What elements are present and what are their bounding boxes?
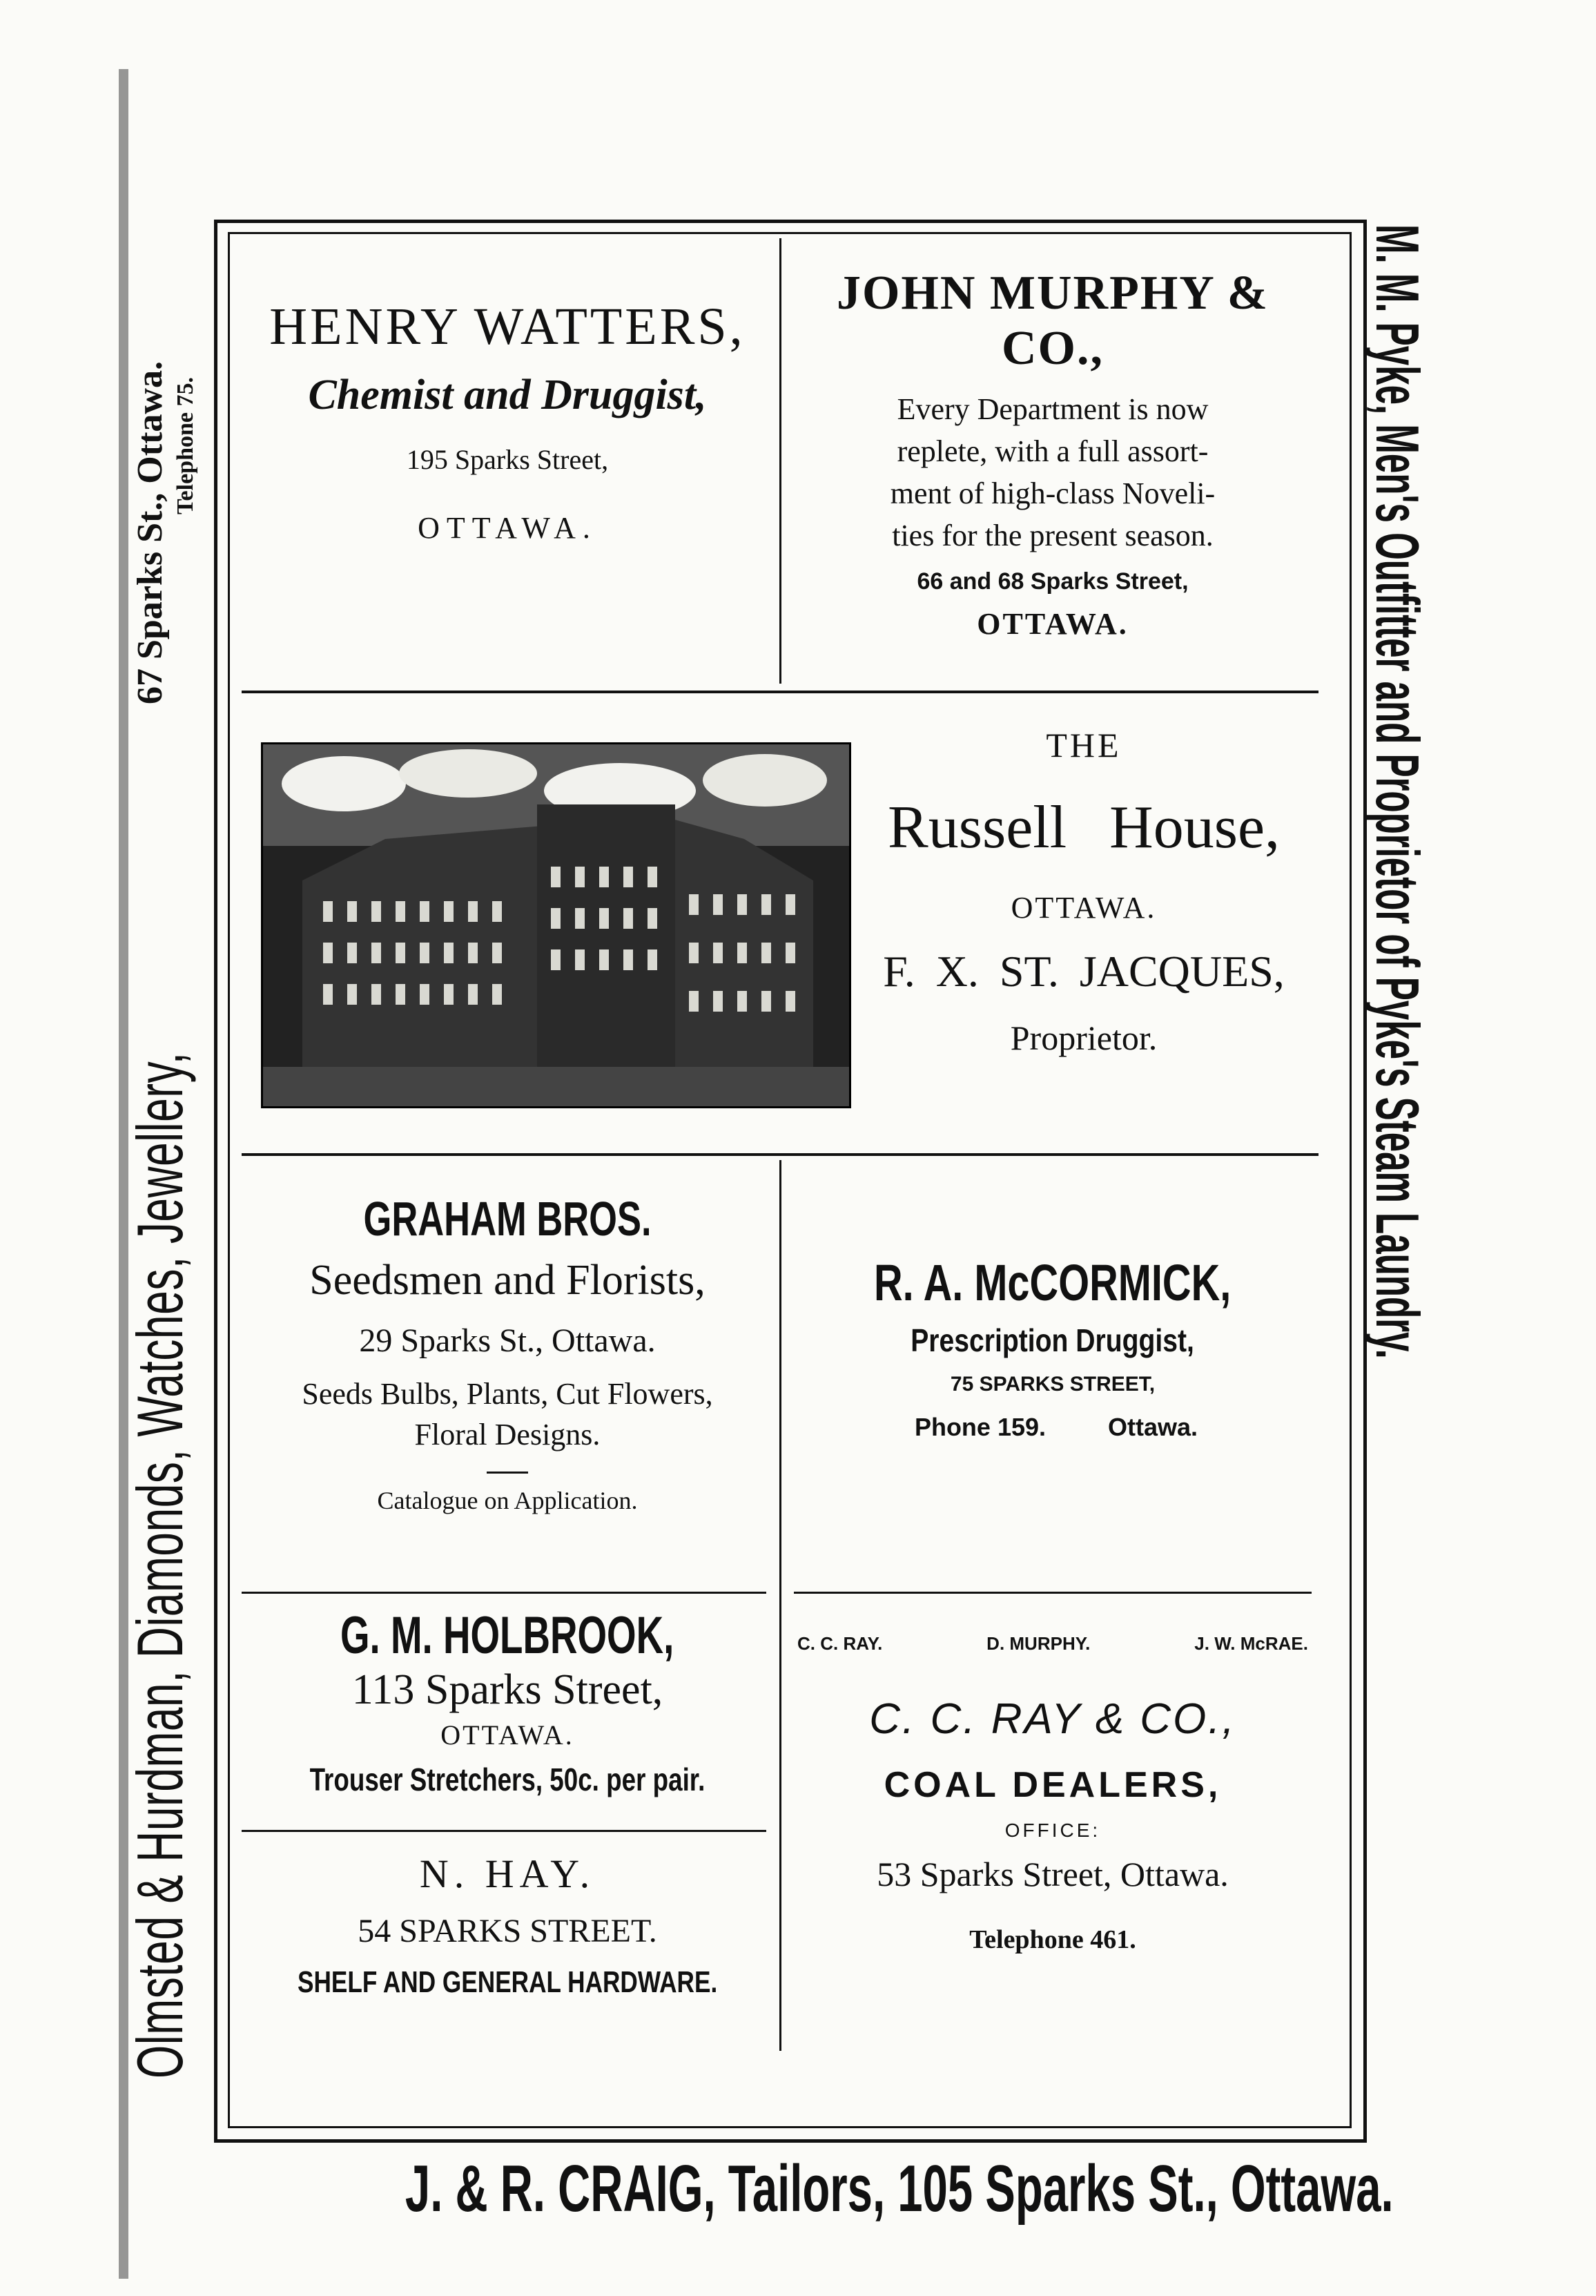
murphy-address: 66 and 68 Sparks Street,: [917, 568, 1189, 595]
ad-cc-ray: [784, 1633, 1322, 1955]
ad-holbrook: [238, 1605, 777, 1798]
graham-note: Catalogue on Application.: [377, 1487, 638, 1514]
hay-trade: SHELF AND GENERAL HARDWARE.: [297, 1965, 718, 1999]
murphy-line2: replete, with a full assort-: [897, 434, 1209, 468]
graham-line2: Floral Designs.: [414, 1418, 601, 1451]
bottom-banner: [173, 2151, 1394, 2227]
mccormick-phone: Phone 159.: [914, 1413, 1047, 1441]
murphy-name: JOHN MURPHY & CO.,: [836, 267, 1269, 375]
russell-the: THE: [1046, 726, 1122, 764]
ad-n-hay: [238, 1851, 777, 2000]
bottom-banner-text: J. & R. CRAIG, Tailors, 105 Sparks St., Ottawa.: [405, 2152, 1394, 2226]
watters-name: HENRY WATTERS,: [269, 298, 746, 356]
ray-partner-3: J. W. McRAE.: [1194, 1633, 1308, 1654]
holbrook-city: OTTAWA.: [440, 1719, 574, 1750]
mccormick-city: Ottawa.: [1107, 1413, 1198, 1441]
divider-h-4-left: [242, 1830, 766, 1832]
divider-v-top: [779, 238, 781, 684]
ray-name: C. C. RAY & CO.,: [869, 1695, 1236, 1743]
mccormick-address: 75 SPARKS STREET,: [950, 1373, 1156, 1396]
graham-name: GRAHAM BROS.: [363, 1192, 652, 1246]
divider-h-3-left: [242, 1592, 766, 1594]
russell-city: OTTAWA.: [1011, 891, 1157, 925]
russell-house-engraving: [261, 742, 851, 1108]
graham-trade: Seedsmen and Florists,: [309, 1257, 705, 1304]
watters-trade: Chemist and Druggist,: [308, 372, 707, 418]
ad-john-murphy: [784, 266, 1322, 641]
graham-address: 29 Sparks St., Ottawa.: [359, 1322, 656, 1359]
ad-mccormick: [784, 1253, 1322, 1442]
divider-v-bottom: [779, 1160, 781, 2051]
graham-rule: [487, 1472, 528, 1474]
ray-office: OFFICE:: [1004, 1820, 1101, 1841]
hay-address: 54 SPARKS STREET.: [358, 1913, 657, 1949]
ad-russell-house: [856, 725, 1312, 1058]
hotel-building-image: [261, 742, 851, 1108]
murphy-line3: ment of high-class Noveli-: [890, 476, 1216, 510]
holbrook-name: G. M. HOLBROOK,: [340, 1606, 674, 1665]
divider-h-1: [242, 691, 1318, 693]
mccormick-trade: Prescription Druggist,: [911, 1322, 1195, 1358]
watters-city: OTTAWA.: [418, 511, 597, 545]
watters-address: 195 Sparks Street,: [406, 444, 609, 475]
ray-trade: COAL DEALERS,: [884, 1765, 1222, 1805]
holbrook-address: 113 Sparks Street,: [351, 1666, 663, 1713]
russell-proprietor-name: F. X. ST. JACQUES,: [883, 947, 1285, 996]
mccormick-contact-row: [784, 1413, 1322, 1442]
ray-partner-1: C. C. RAY.: [797, 1633, 883, 1654]
russell-proprietor-title: Proprietor.: [1010, 1019, 1158, 1057]
graham-line1: Seeds Bulbs, Plants, Cut Flowers,: [302, 1377, 713, 1411]
left-margin-telephone: Telephone 75.: [173, 376, 198, 514]
ad-henry-watters: [238, 297, 777, 546]
right-margin-ad: M. M. Pyke, Men's Outfitter and Proprietor of Pyke's Steam Laundry.: [1363, 224, 1432, 1359]
hay-name: N. HAY.: [419, 1851, 596, 1896]
ray-phone: Telephone 461.: [969, 1925, 1136, 1954]
divider-h-2: [242, 1153, 1318, 1156]
ray-partners: [784, 1633, 1322, 1655]
ray-address: 53 Sparks Street, Ottawa.: [877, 1855, 1229, 1893]
murphy-line4: ties for the present season.: [892, 519, 1214, 552]
murphy-city: OTTAWA.: [977, 607, 1129, 641]
mccormick-name: R. A. McCORMICK,: [874, 1254, 1232, 1311]
murphy-line1: Every Department is now: [897, 392, 1209, 426]
left-margin-main: Olmsted & Hurdman, Diamonds, Watches, Jewellery,: [124, 1052, 196, 2078]
ad-graham-bros: [238, 1191, 777, 1515]
left-margin-address: 67 Sparks St., Ottawa.: [130, 361, 170, 704]
holbrook-product: Trouser Stretchers, 50c. per pair.: [309, 1762, 705, 1797]
divider-h-3-right: [794, 1592, 1312, 1594]
russell-name: Russell House,: [888, 794, 1280, 861]
left-margin-ad: [123, 523, 197, 2078]
ray-partner-2: D. MURPHY.: [986, 1633, 1091, 1654]
